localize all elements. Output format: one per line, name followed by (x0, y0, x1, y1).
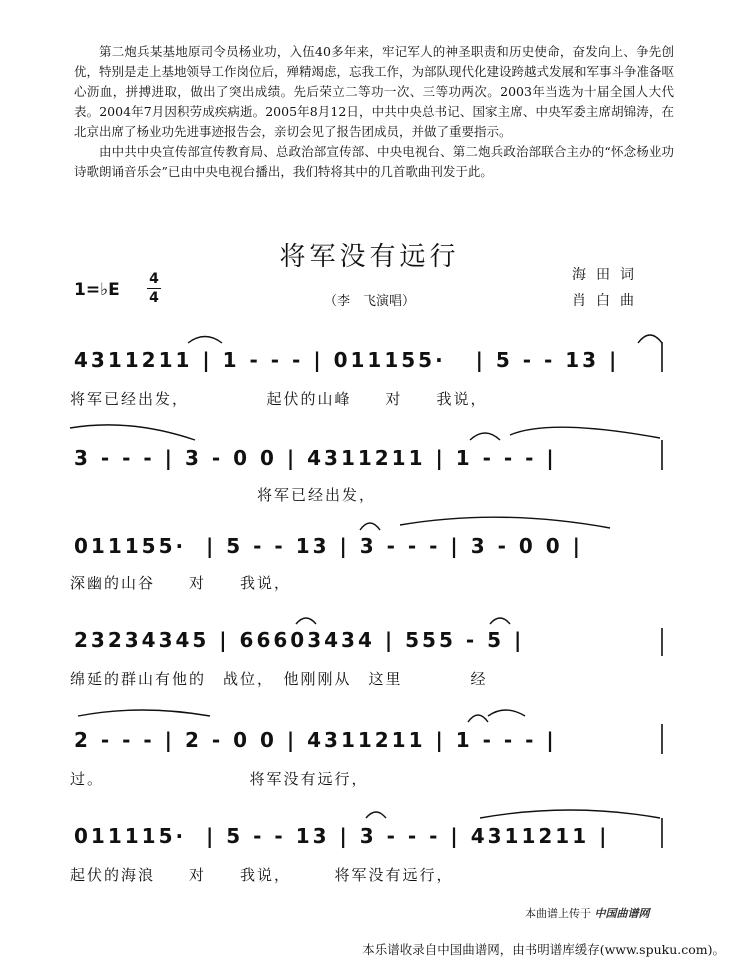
score-lyrics-row: 将军已经出发， 起伏的山峰 对 我说， (70, 390, 488, 408)
score-notes-row: 2 - - - | 2 - 0 0 | 4311211 | 1 - - - | (74, 728, 557, 752)
lyricist-credit: 海田词 (572, 267, 644, 283)
score-lyrics-row: 过。 将军没有远行， (70, 770, 369, 788)
tie-arc (470, 433, 500, 440)
tie-arc (490, 618, 510, 624)
singer-credit: （李 飞演唱） (323, 294, 415, 309)
upload-note (525, 905, 650, 921)
tie-arc (468, 715, 488, 722)
key-signature: 1=♭E (74, 280, 120, 300)
source-footer: 本乐谱收录自中国曲谱网，由书明谱库缓存(www.spuku.com)。 (362, 942, 725, 957)
composer-credit: 肖白曲 (572, 293, 644, 309)
time-numerator: 4 (149, 271, 159, 287)
tie-arc (638, 335, 662, 343)
score-notes-row: 011115· | 5 - - 13 | 3 - - - | 4311211 | (74, 824, 610, 848)
tie-arc (488, 710, 525, 716)
intro-paragraph-2: 由中共中央宣传部宣传教育局、总政治部宣传部、中央电视台、第二炮兵政治部联合主办的“怀念杨业功诗歌朗诵音乐会”已由中央电视台播出，我们特将其中的几首歌曲刊发于此。 (74, 144, 674, 179)
score-lyrics-row: 绵延的群山有他的 战位， 他刚刚从 这里 经 (70, 670, 488, 688)
score-lyrics-row: 将军已经出发， (70, 486, 377, 504)
tie-arc (70, 425, 195, 440)
tie-arc (480, 810, 660, 818)
score-notes-row: 4311211 | 1 - - - | 011155· | 5 - - 13 | (74, 348, 620, 372)
tie-arc (78, 710, 210, 716)
score-notes-row: 3 - - - | 3 - 0 0 | 4311211 | 1 - - - | (74, 446, 557, 470)
upload-label: 本曲谱上传于 (525, 907, 591, 920)
score-lyrics-row: 深幽的山谷 对 我说， (70, 574, 292, 592)
intro-paragraph-1: 第二炮兵某基地原司令员杨业功，入伍40多年来，牢记军人的神圣职责和历史使命，奋发向上、争先创优，特别是走上基地领导工作岗位后，殚精竭虑，忘我工作，为部队现代化建设跨越式发展和军事斗争准备呕心沥血，拼搏进取，做出了突出成绩。先后荣立二等功一次、三等功两次。2003年当选为十届全国人大代表。2004年7月因积劳成疾病逝。2005年8月12日，中共中央总书记、国家主席、中央军委主席胡锦涛，在北京出席了杨业功先进事迹报告会，亲切会见了报告团成员，并做了重要指示。 (74, 44, 675, 139)
tie-arc (188, 337, 222, 344)
score-notes-row: 23234345 | 66603434 | 555 - 5 | (74, 628, 525, 652)
site-logo: 中国曲谱网 (594, 907, 650, 920)
song-title: 将军没有远行 (279, 242, 460, 272)
tie-arc (296, 618, 316, 624)
tie-arc (400, 517, 610, 528)
tie-arc (360, 523, 380, 530)
tie-arc (510, 427, 660, 438)
time-denominator: 4 (149, 290, 159, 306)
score-notes-row: 011155· | 5 - - 13 | 3 - - - | 3 - 0 0 | (74, 534, 583, 558)
tie-arc (366, 812, 386, 818)
score-lyrics-row: 起伏的海浪 对 我说， 将军没有远行， (70, 866, 454, 884)
